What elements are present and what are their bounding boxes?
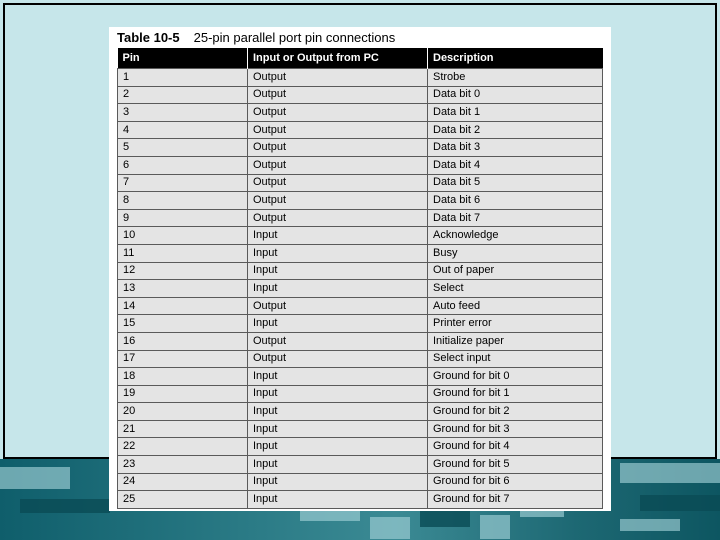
direction-cell: Input xyxy=(248,385,428,403)
direction-cell: Output xyxy=(248,121,428,139)
pin-cell: 13 xyxy=(118,280,248,298)
table-row xyxy=(118,297,603,315)
table-row xyxy=(118,86,603,104)
pin-cell: 19 xyxy=(118,385,248,403)
direction-cell: Output xyxy=(248,332,428,350)
pin-cell: 21 xyxy=(118,420,248,438)
table-row xyxy=(118,403,603,421)
direction-cell: Output xyxy=(248,297,428,315)
table-row xyxy=(118,104,603,122)
table-caption xyxy=(117,29,602,48)
column-header-pin: Pin xyxy=(118,48,248,69)
table-row xyxy=(118,473,603,491)
table-row xyxy=(118,438,603,456)
pin-cell: 23 xyxy=(118,456,248,474)
direction-cell: Input xyxy=(248,491,428,509)
pin-cell: 1 xyxy=(118,69,248,87)
description-cell: Data bit 1 xyxy=(428,104,603,122)
description-cell: Data bit 6 xyxy=(428,192,603,210)
pin-cell: 7 xyxy=(118,174,248,192)
table-row xyxy=(118,139,603,157)
pin-cell: 20 xyxy=(118,403,248,421)
direction-cell: Input xyxy=(248,368,428,386)
description-cell: Data bit 7 xyxy=(428,209,603,227)
direction-cell: Input xyxy=(248,227,428,245)
pin-connections-table xyxy=(117,48,603,509)
description-cell: Data bit 0 xyxy=(428,86,603,104)
table-header-row xyxy=(118,48,603,69)
description-cell: Data bit 4 xyxy=(428,156,603,174)
table-row xyxy=(118,174,603,192)
description-cell: Strobe xyxy=(428,69,603,87)
direction-cell: Output xyxy=(248,139,428,157)
table-row xyxy=(118,332,603,350)
description-cell: Ground for bit 2 xyxy=(428,403,603,421)
direction-cell: Output xyxy=(248,69,428,87)
direction-cell: Input xyxy=(248,315,428,333)
table-row xyxy=(118,121,603,139)
table-row xyxy=(118,368,603,386)
table-card xyxy=(109,27,611,511)
description-cell: Auto feed xyxy=(428,297,603,315)
pin-cell: 11 xyxy=(118,244,248,262)
description-cell: Printer error xyxy=(428,315,603,333)
pin-cell: 14 xyxy=(118,297,248,315)
table-row xyxy=(118,280,603,298)
pin-cell: 17 xyxy=(118,350,248,368)
description-cell: Data bit 2 xyxy=(428,121,603,139)
table-title: 25-pin parallel port pin connections xyxy=(193,30,396,45)
table-body xyxy=(118,69,603,509)
direction-cell: Output xyxy=(248,209,428,227)
table-row xyxy=(118,350,603,368)
pin-cell: 9 xyxy=(118,209,248,227)
direction-cell: Output xyxy=(248,104,428,122)
pin-cell: 2 xyxy=(118,86,248,104)
pin-cell: 24 xyxy=(118,473,248,491)
table-row xyxy=(118,456,603,474)
direction-cell: Input xyxy=(248,244,428,262)
description-cell: Ground for bit 1 xyxy=(428,385,603,403)
direction-cell: Input xyxy=(248,473,428,491)
table-row xyxy=(118,209,603,227)
pin-cell: 3 xyxy=(118,104,248,122)
pin-cell: 25 xyxy=(118,491,248,509)
description-cell: Ground for bit 5 xyxy=(428,456,603,474)
direction-cell: Output xyxy=(248,86,428,104)
pin-cell: 8 xyxy=(118,192,248,210)
table-number: Table 10-5 xyxy=(117,30,180,45)
direction-cell: Input xyxy=(248,420,428,438)
direction-cell: Output xyxy=(248,192,428,210)
direction-cell: Input xyxy=(248,280,428,298)
table-row xyxy=(118,315,603,333)
direction-cell: Input xyxy=(248,403,428,421)
direction-cell: Input xyxy=(248,438,428,456)
description-cell: Acknowledge xyxy=(428,227,603,245)
table-row xyxy=(118,491,603,509)
description-cell: Ground for bit 3 xyxy=(428,420,603,438)
direction-cell: Output xyxy=(248,174,428,192)
direction-cell: Output xyxy=(248,156,428,174)
table-row xyxy=(118,385,603,403)
description-cell: Data bit 3 xyxy=(428,139,603,157)
direction-cell: Output xyxy=(248,350,428,368)
column-header-description: Description xyxy=(428,48,603,69)
column-header-direction: Input or Output from PC xyxy=(248,48,428,69)
description-cell: Select xyxy=(428,280,603,298)
pin-cell: 5 xyxy=(118,139,248,157)
description-cell: Ground for bit 7 xyxy=(428,491,603,509)
table-row xyxy=(118,227,603,245)
pin-cell: 6 xyxy=(118,156,248,174)
description-cell: Ground for bit 4 xyxy=(428,438,603,456)
table-row xyxy=(118,69,603,87)
direction-cell: Input xyxy=(248,262,428,280)
description-cell: Ground for bit 0 xyxy=(428,368,603,386)
table-row xyxy=(118,420,603,438)
pin-cell: 18 xyxy=(118,368,248,386)
pin-cell: 16 xyxy=(118,332,248,350)
table-row xyxy=(118,192,603,210)
table-row xyxy=(118,156,603,174)
table-row xyxy=(118,262,603,280)
description-cell: Select input xyxy=(428,350,603,368)
description-cell: Initialize paper xyxy=(428,332,603,350)
pin-cell: 15 xyxy=(118,315,248,333)
table-row xyxy=(118,244,603,262)
pin-cell: 12 xyxy=(118,262,248,280)
description-cell: Out of paper xyxy=(428,262,603,280)
description-cell: Ground for bit 6 xyxy=(428,473,603,491)
direction-cell: Input xyxy=(248,456,428,474)
pin-cell: 22 xyxy=(118,438,248,456)
pin-cell: 4 xyxy=(118,121,248,139)
pin-cell: 10 xyxy=(118,227,248,245)
description-cell: Data bit 5 xyxy=(428,174,603,192)
description-cell: Busy xyxy=(428,244,603,262)
